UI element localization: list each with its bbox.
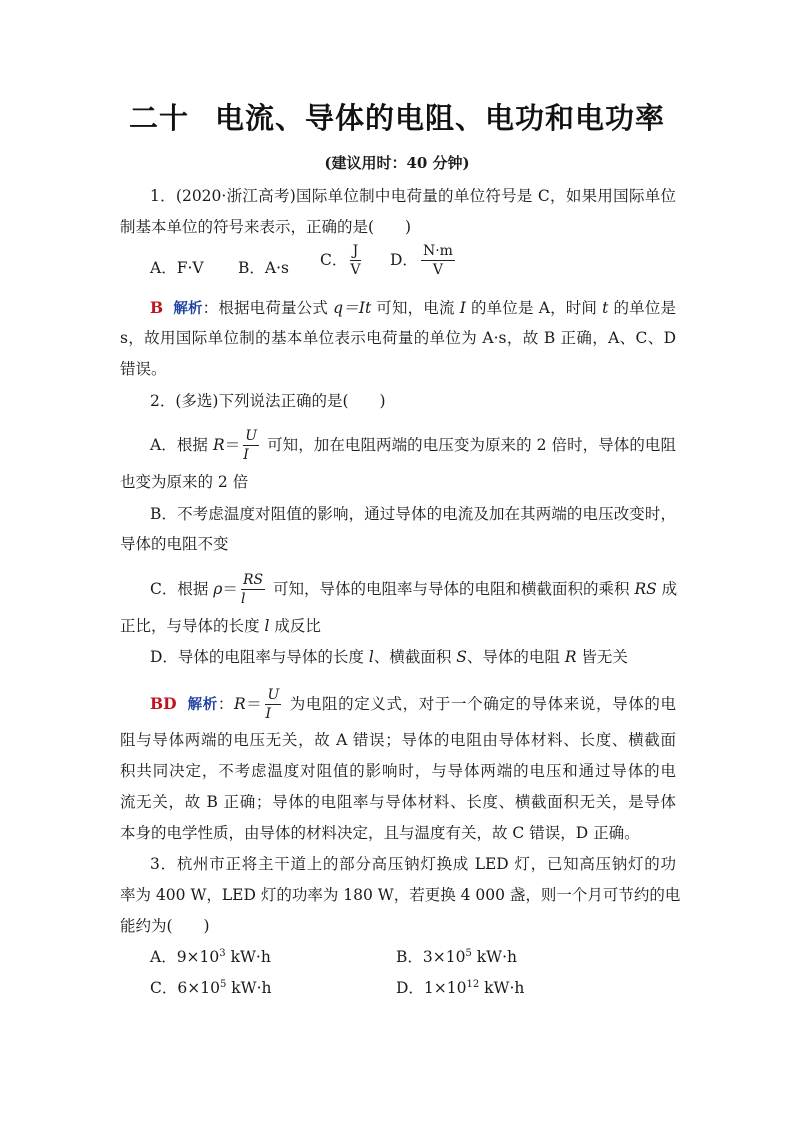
q2-option-a-line-1: A．根据 R＝ $\frac{U}{I}$ 可知，加在电阻两端的电压变为原来的 2 倍时，导体的电阻 <box>150 428 676 463</box>
q2-option-b-line-1: B．不考虑温度对阻值的影响，通过导体的电流及加在其两端的电压改变时， <box>150 505 676 523</box>
q2-analysis-line-1: BD 解析：R＝ $\frac{U}{I}$ 为电阻的定义式，对于一个确定的导体来说，导体的电 <box>150 687 676 722</box>
q2-option-c-line-1: C．根据 ρ＝ $\frac{RS}{l}$ 可知，导体的电阻率与导体的电阻和横截面积的乘积 RS 成 <box>150 572 678 607</box>
q1-option-c: C． $\frac{J}{V}$ <box>320 243 361 278</box>
q2-analysis-line-2: 阻与导体两端的电压无关，故 A 错误；导体的电阻由导体材料、长度、横截面 <box>120 731 676 749</box>
q1-analysis-label: 解析 <box>173 301 203 317</box>
q2-answer: BD <box>150 694 177 713</box>
q3-option-a: A．$9\times 10^3$ kW·h <box>150 948 271 966</box>
q3-option-d: D．$1\times 10^{12}$ kW·h <box>396 979 525 997</box>
q3-option-b: B．$3\times 10^5$ kW·h <box>396 948 518 966</box>
q1-option-a: A．F·V <box>150 259 204 277</box>
q3-stem-line-3: 能约为( ) <box>120 917 210 935</box>
q2-option-a-line-2: 也变为原来的 2 倍 <box>120 473 249 491</box>
title-number: 二十 <box>128 101 189 135</box>
q1-stem-line-2: 制基本单位的符号来表示，正确的是( ) <box>120 218 412 236</box>
q2-stem: 2．(多选)下列说法正确的是( ) <box>150 392 386 410</box>
q2-option-c-line-2: 正比，与导体的长度 l 成反比 <box>120 617 321 635</box>
q3-stem-line-2: 率为 400 W，LED 灯的功率为 180 W，若更换 4 000 盏，则一个月可节约的电 <box>120 886 681 904</box>
q2-option-d: D．导体的电阻率与导体的长度 l、横截面积 S、导体的电阻 R 皆无关 <box>150 648 628 666</box>
q1-stem-line-1: 1．(2020·浙江高考)国际单位制中电荷量的单位符号是 C，如果用国际单位 <box>150 187 676 205</box>
page-title <box>0 96 794 137</box>
q1-option-d: D． $\frac{N\cdot m}{V}$ <box>390 243 453 278</box>
q2-analysis-line-5: 本身的电学性质，由导体的材料决定，且与温度有关，故 C 错误，D 正确。 <box>120 824 640 842</box>
q2-analysis-line-3: 积共同决定，不考虑温度对阻值的影响时，与导体两端的电压和通过导体的电 <box>120 762 676 780</box>
q1-analysis-line-1: B 解析：根据电荷量公式 q＝It 可知，电流 I 的单位是 A，时间 t 的单位是 <box>150 298 677 317</box>
q1-answer: B <box>150 298 164 317</box>
q1-analysis-line-3: 错误。 <box>120 360 167 378</box>
q2-analysis-label: 解析 <box>187 697 218 713</box>
q1-analysis-line-2: s，故用国际单位制的基本单位表示电荷量的单位为 A·s，故 B 正确，A、C、D <box>120 329 676 347</box>
q2-analysis-line-4: 流无关，故 B 正确；导体的电阻率与导体材料、长度、横截面积无关，是导体 <box>120 793 676 811</box>
title-text: 电流、导体的电阻、电功和电功率 <box>215 101 666 135</box>
suggested-time: (建议用时：40 分钟) <box>324 154 470 172</box>
q3-option-c: C．$6\times 10^5$ kW·h <box>150 979 272 997</box>
q1-option-b: B．A·s <box>238 259 289 277</box>
q3-stem-line-1: 3．杭州市正将主干道上的部分高压钠灯换成 LED 灯，已知高压钠灯的功 <box>150 855 676 873</box>
q2-option-b-line-2: 导体的电阻不变 <box>120 535 229 553</box>
